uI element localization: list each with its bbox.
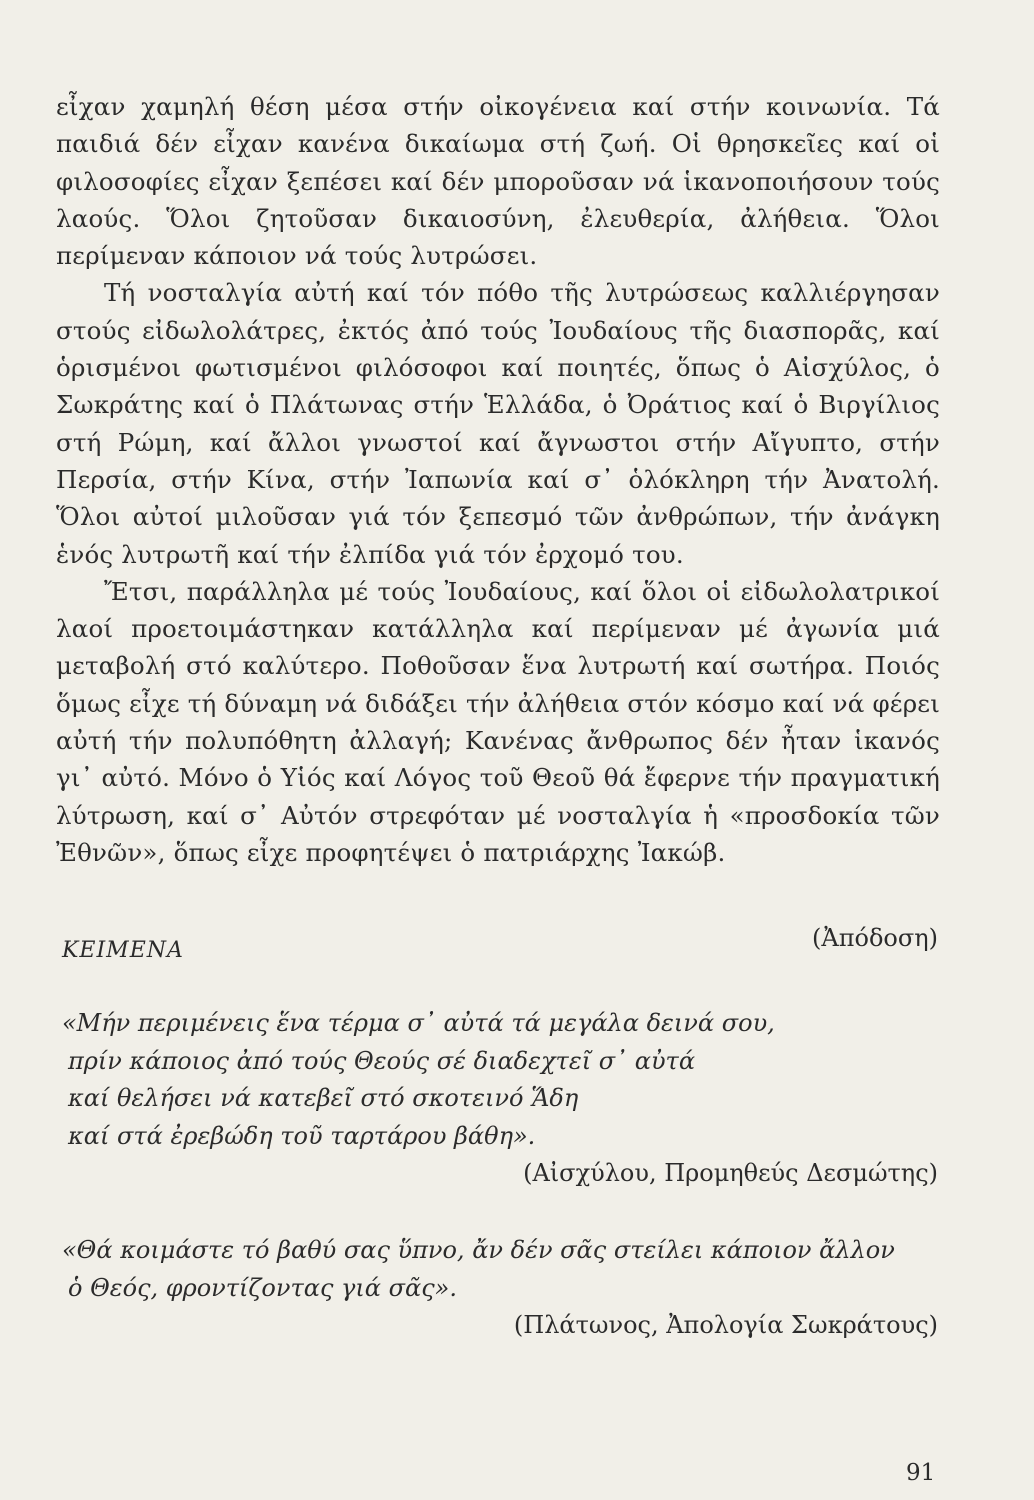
paragraph-3: Ἔτσι, παράλληλα μέ τούς Ἰουδαίους, καί ὅλοι οἱ εἰδωλολατρικοί λαοί προετοιμάστηκαν κατάλληλα καί περίμεναν μέ ἀγωνία μιά μεταβολή στό καλύτερο. Ποθοῦσαν ἕνα λυτρωτή καί σωτήρα. Ποιός ὅμως εἶχε τή δύναμη νά διδάξει τήν ἀλήθεια στόν κόσμο καί νά φέρει αὐτή τήν πολυπόθητη ἀλλαγή; Κανένας ἄνθρωπος δέν ἦταν ἱκανός γι᾽ αὐτό. Μόνο ὁ Υἱός καί Λόγος τοῦ Θεοῦ θά ἔφερνε τήν πραγματική λύτρωση, καί σ᾽ Αὐτόν στρεφόταν μέ νοσταλγία ἡ «προσδοκία τῶν Ἐθνῶν», ὅπως εἶχε προφητέψει ὁ πατριάρχης Ἰακώβ. (56, 576, 940, 867)
paragraph-1: εἶχαν χαμηλή θέση μέσα στήν οἰκογένεια καί στήν κοινωνία. Τά παιδιά δέν εἶχαν κανένα δικαίωμα στή ζωή. Οἱ θρησκεῖες καί οἱ φιλοσοφίες εἶχαν ξεπέσει καί δέν μποροῦσαν νά ἱκανοποιήσουν τούς λαούς. Ὅλοι ζητοῦσαν δικαιοσύνη, ἐλευθερία, ἀλήθεια. Ὅλοι περίμεναν κάποιον νά τούς λυτρώσει. (56, 92, 940, 271)
quote-line: «Μήν περιμένεις ἕνα τέρμα σ᾽ αὐτά τά μεγάλα δεινά σου, (62, 1009, 775, 1037)
paragraph-2: Τή νοσταλγία αὐτή καί τόν πόθο τῆς λυτρώσεως καλλιέργησαν στούς εἰδωλολάτρες, ἐκτός ἀπό τούς Ἰουδαίους τῆς διασπορᾶς, καί ὁρισμένοι φωτισμένοι φιλόσοφοι καί ποιητές, ὅπως ὁ Αἰσχύλος, ὁ Σωκράτης καί ὁ Πλάτωνας στήν Ἑλλάδα, ὁ Ὀράτιος καί ὁ Βιργίλιος στή Ρώμη, καί ἄλλοι γνωστοί καί ἄγνωστοι στήν Αἴγυπτο, στήν Περσία, στήν Κίνα, στήν Ἰαπωνία καί σ᾽ ὁλόκληρη τήν Ἀνατολή. Ὅλοι αὐτοί μιλοῦσαν γιά τόν ξεπεσμό τῶν ἀνθρώπων, τήν ἀνάγκη ἑνός λυτρωτῆ καί τήν ἐλπίδα γιά τόν ἐρχομό του. (56, 278, 940, 569)
section-header (62, 924, 938, 964)
quote-line: πρίν κάποιος ἀπό τούς Θεούς σέ διαδεχτεῖ σ᾽ αὐτά (68, 1046, 696, 1075)
quote-aeschylus (62, 1005, 938, 1193)
quote-line: καί θελήσει νά κατεβεῖ στό σκοτεινό Ἅδη (68, 1084, 579, 1112)
page-number: 91 (906, 1460, 936, 1486)
section-title: ΚΕΙΜΕΝΑ (62, 938, 184, 963)
section-note: (Ἀπόδοση) (812, 924, 938, 952)
quote-line: «Θά κοιμάστε τό βαθύ σας ὕπνο, ἄν δέν σᾶς στείλει κάποιον ἄλλον (62, 1236, 895, 1264)
quote-line: ὁ Θεός, φροντίζοντας γιά σᾶς». (68, 1273, 457, 1302)
quote-line: καί στά ἐρεβώδη τοῦ ταρτάρου βάθη». (68, 1121, 536, 1150)
quote-source: (Αἰσχύλου, Προμηθεύς Δεσμώτης) (523, 1159, 938, 1187)
quote-plato (62, 1232, 938, 1345)
body-text (56, 88, 940, 871)
quote-source: (Πλάτωνος, Ἀπολογία Σωκράτους) (513, 1311, 938, 1339)
